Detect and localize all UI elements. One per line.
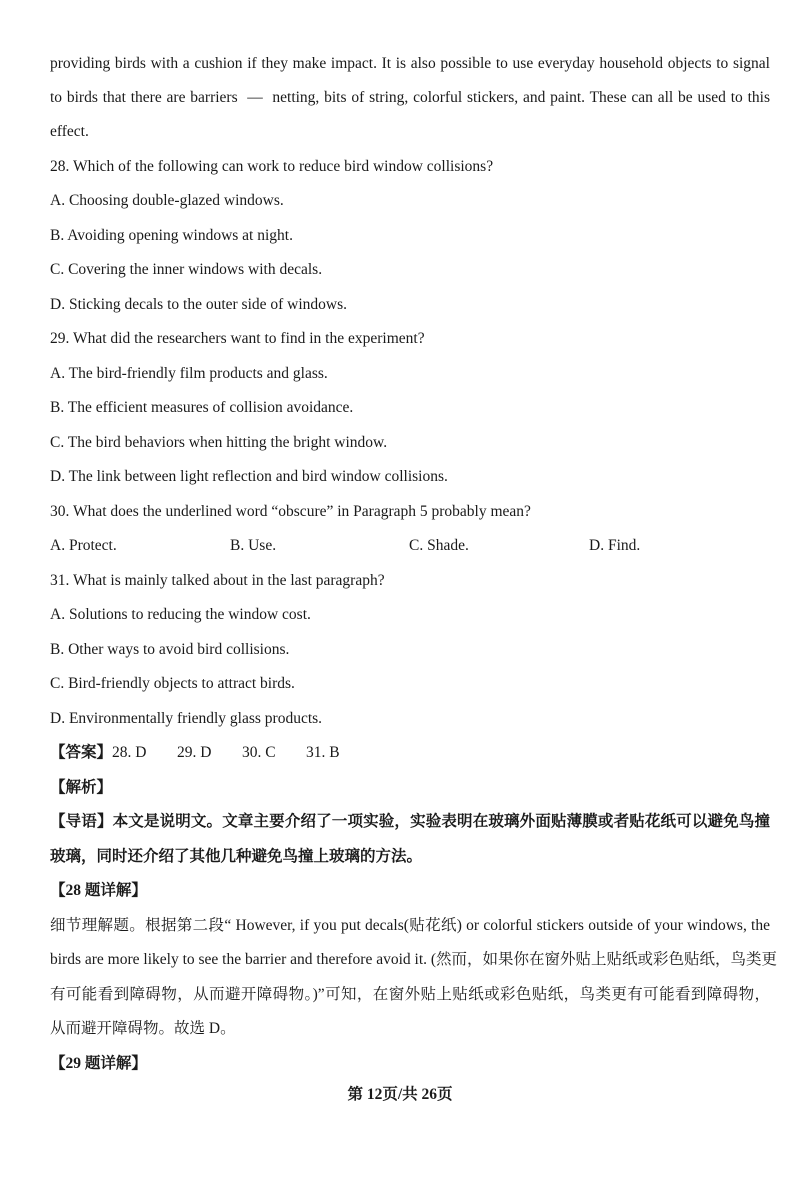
passage-line: effect. [50,123,89,140]
question-29-option-a: A. The bird-friendly film products and glass. [50,365,328,382]
question-28-stem: 28. Which of the following can work to reduce bird window collisions? [50,158,494,175]
question-29-stem: 29. What did the researchers want to find in the experiment? [50,330,425,347]
passage-line: providing birds with a cushion if they make impact. It is also possible to use everyday household objects to signal [50,55,770,72]
detail-28-line: 有可能看到障碍物，从而避开障碍物。)”可知，在窗外贴上贴纸或彩色贴纸，鸟类更有可能看到障碍物， [50,986,770,1003]
question-31-option-b: B. Other ways to avoid bird collisions. [50,641,290,658]
answer-label: 【答案】 [50,744,113,761]
detail-28-heading: 【28 题详解】 [50,882,147,899]
question-29-option-b: B. The efficient measures of collision avoidance. [50,399,354,416]
question-30-option-c: C. Shade. [409,537,469,554]
question-31-option-d: D. Environmentally friendly glass products. [50,710,323,727]
detail-28-line: 细节理解题。根据第二段“ However, if you put decals(贴花纸) or colorful stickers outside of your windows, the [50,917,770,934]
question-31-option-a: A. Solutions to reducing the window cost. [50,606,311,623]
answer-item: 29. D [177,744,212,761]
detail-29-heading: 【29 题详解】 [50,1055,147,1072]
question-29-option-c: C. The bird behaviors when hitting the bright window. [50,434,388,451]
question-30-option-a: A. Protect. [50,537,117,554]
question-31-stem: 31. What is mainly talked about in the last paragraph? [50,572,385,589]
detail-28-line: 从而避开障碍物。故选 D。 [50,1020,236,1037]
guide-line: 玻璃，同时还介绍了其他几种避免鸟撞上玻璃的方法。 [50,848,423,865]
question-28-option-d: D. Sticking decals to the outer side of windows. [50,296,348,313]
question-29-option-d: D. The link between light reflection and bird window collisions. [50,468,448,485]
analysis-label: 【解析】 [50,779,113,796]
passage-line: to birds that there are barriers — netting, bits of string, colorful stickers, and paint. These can all be used to this [50,89,770,106]
question-31-option-c: C. Bird-friendly objects to attract birds. [50,675,295,692]
question-30-option-d: D. Find. [589,537,641,554]
question-28-option-c: C. Covering the inner windows with decals. [50,261,323,278]
answer-item: 30. C [242,744,276,761]
question-28-option-a: A. Choosing double-glazed windows. [50,192,284,209]
page-footer: 第 12页/共 26页 [347,1086,453,1103]
question-30-option-b: B. Use. [230,537,277,554]
question-28-option-b: B. Avoiding opening windows at night. [50,227,293,244]
answer-item: 28. D [112,744,147,761]
question-30-stem: 30. What does the underlined word “obscure” in Paragraph 5 probably mean? [50,503,531,520]
answer-item: 31. B [306,744,340,761]
detail-28-line: birds are more likely to see the barrier and therefore avoid it. (然而，如果你在窗外贴上贴纸或彩色贴纸，鸟类更 [50,951,778,968]
guide-line: 【导语】本文是说明文。文章主要介绍了一项实验，实验表明在玻璃外面贴薄膜或者贴花纸可以避免鸟撞 [50,813,770,830]
